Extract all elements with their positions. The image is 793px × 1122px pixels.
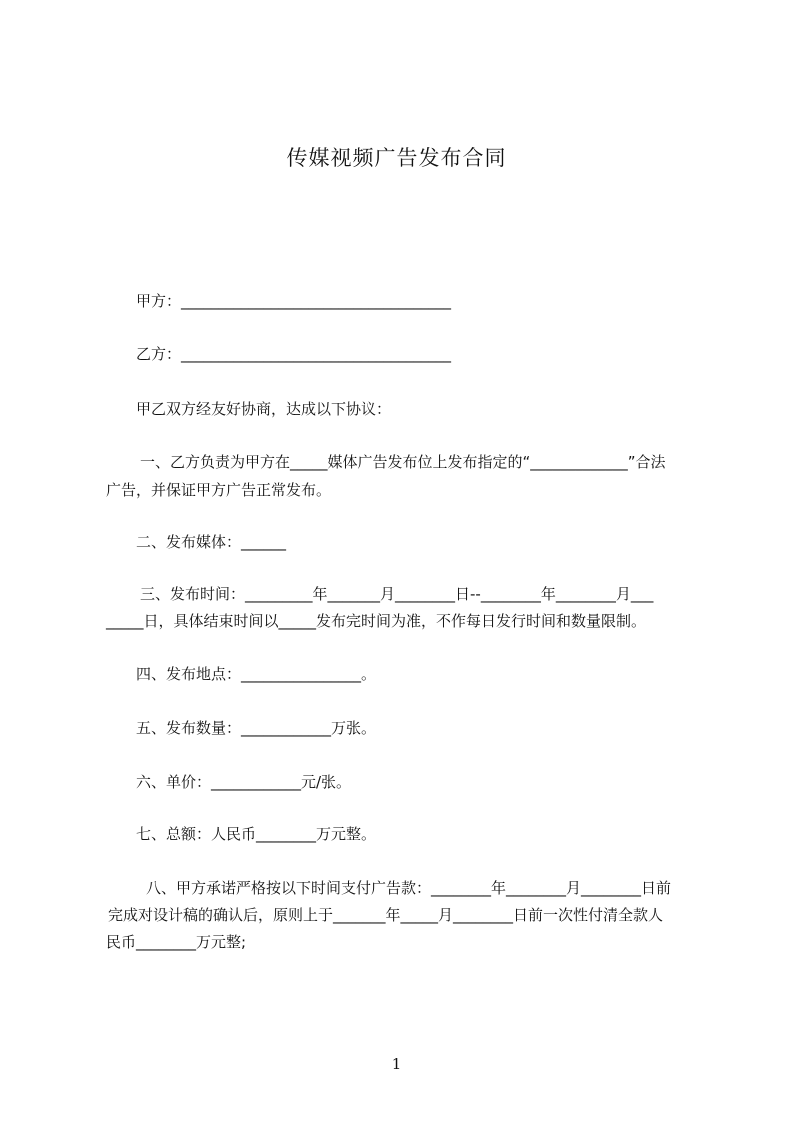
agreement-intro: 甲乙双方经友好协商，达成以下协议： [136, 400, 392, 418]
document-title: 传媒视频广告发布合同 [286, 146, 507, 170]
clause-3-line-2: _____日，具体结束时间以_____发布完时间为准，不作每日发行时间和数量限制。 [106, 612, 647, 630]
clause-1-line-1: 一、乙方负责为甲方在_____媒体广告发布位上发布指定的“_____________”合法 [140, 453, 666, 471]
clause-8-line-3: 民币________万元整; [106, 933, 247, 951]
clause-8-line-2: 完成对设计稿的确认后，原则上于_______年_____月________日前一次性付清全款人 [108, 906, 664, 924]
clause-3-line-1: 三、发布时间：_________年_______月________日--________年________月___ [140, 585, 654, 603]
clause-1-line-2: 广告，并保证甲方广告正常发布。 [106, 481, 332, 499]
clause-5: 五、发布数量：____________万张。 [136, 719, 377, 737]
party-b-line: 乙方：____________________________________ [136, 345, 452, 363]
clause-4: 四、发布地点：________________。 [136, 665, 377, 683]
clause-8-line-1: 八、甲方承诺严格按以下时间支付广告款：________年________月________日前 [146, 879, 672, 897]
party-a-line: 甲方：____________________________________ [136, 292, 452, 310]
clause-2: 二、发布媒体：______ [136, 533, 287, 551]
clause-6: 六、单价：____________元/张。 [136, 773, 352, 791]
page-number: 1 [391, 1055, 402, 1073]
clause-7: 七、总额：人民币________万元整。 [136, 825, 377, 843]
